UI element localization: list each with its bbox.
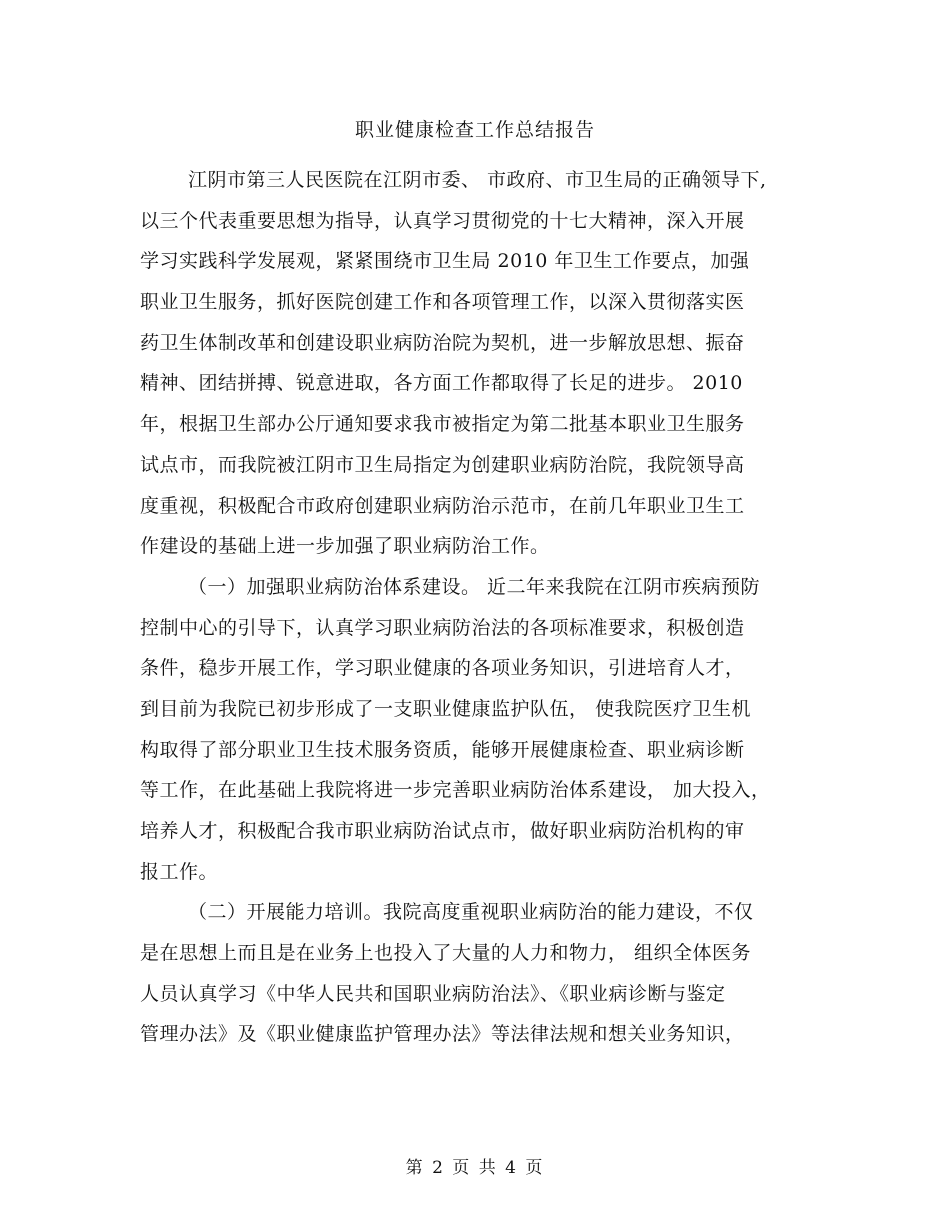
body-line: （二）开展能力培训。我院高度重视职业病防治的能力建设，不仅 (188, 901, 754, 924)
body-line: 到目前为我院已初步形成了一支职业健康监护队伍， 使我院医疗卫生机 (140, 697, 752, 720)
body-line: 等工作，在此基础上我院将进一步完善职业病防治体系建设， 加大投入， (140, 779, 771, 802)
body-line: 学习实践科学发展观，紧紧围绕市卫生局 2010 年卫生工作要点，加强 (140, 250, 750, 273)
body-line: 以三个代表重要思想为指导，认真学习贯彻党的十七大精神，深入开展 (140, 209, 745, 232)
body-line: 度重视，积极配合市政府创建职业病防治示范市，在前几年职业卫生工 (140, 494, 745, 517)
body-line: 是在思想上而且是在业务上也投入了大量的人力和物力， 组织全体医务 (140, 942, 752, 965)
body-line: 试点市，而我院被江阴市卫生局指定为创建职业病防治院，我院领导高 (140, 453, 745, 476)
body-line: 培养人才，积极配合我市职业病防治试点市，做好职业病防治机构的审 (140, 820, 745, 842)
body-line: 管理办法》及《职业健康监护管理办法》等法律法规和想关业务知识， (140, 1023, 745, 1046)
body-line: （一）加强职业病防治体系建设。 近二年来我院在江阴市疾病预防 (188, 575, 761, 598)
body-line: 条件，稳步开展工作，学习职业健康的各项业务知识，引进培育人才， (140, 657, 745, 680)
body-line: 江阴市第三人民医院在江阴市委、 市政府、市卫生局的正确领导下, (188, 169, 767, 191)
body-line: 人员认真学习《中华人民共和国职业病防治法》、《职业病诊断与鉴定 (140, 982, 726, 1005)
body-line: 构取得了部分职业卫生技术服务资质，能够开展健康检查、职业病诊断 (140, 738, 745, 761)
body-line: 精神、团结拼搏、锐意进取，各方面工作都取得了长足的进步。 2010 (140, 372, 743, 395)
document-body (140, 160, 810, 1055)
body-line: 职业卫生服务，抓好医院创建工作和各项管理工作，以深入贯彻落实医 (140, 291, 745, 314)
document-title: 职业健康检查工作总结报告 (354, 119, 595, 141)
body-line: 报工作。 (140, 860, 219, 883)
body-line: 年，根据卫生部办公厅通知要求我市被指定为第二批基本职业卫生服务 (140, 413, 745, 436)
body-line: 药卫生体制改革和创建设职业病防治院为契机，进一步解放思想、振奋 (140, 331, 745, 354)
page-footer: 第 2 页 共 4 页 (405, 1158, 545, 1178)
body-line: 作建设的基础上进一步加强了职业病防治工作。 (140, 535, 550, 558)
body-line: 控制中心的引导下，认真学习职业病防治法的各项标准要求，积极创造 (140, 616, 745, 639)
